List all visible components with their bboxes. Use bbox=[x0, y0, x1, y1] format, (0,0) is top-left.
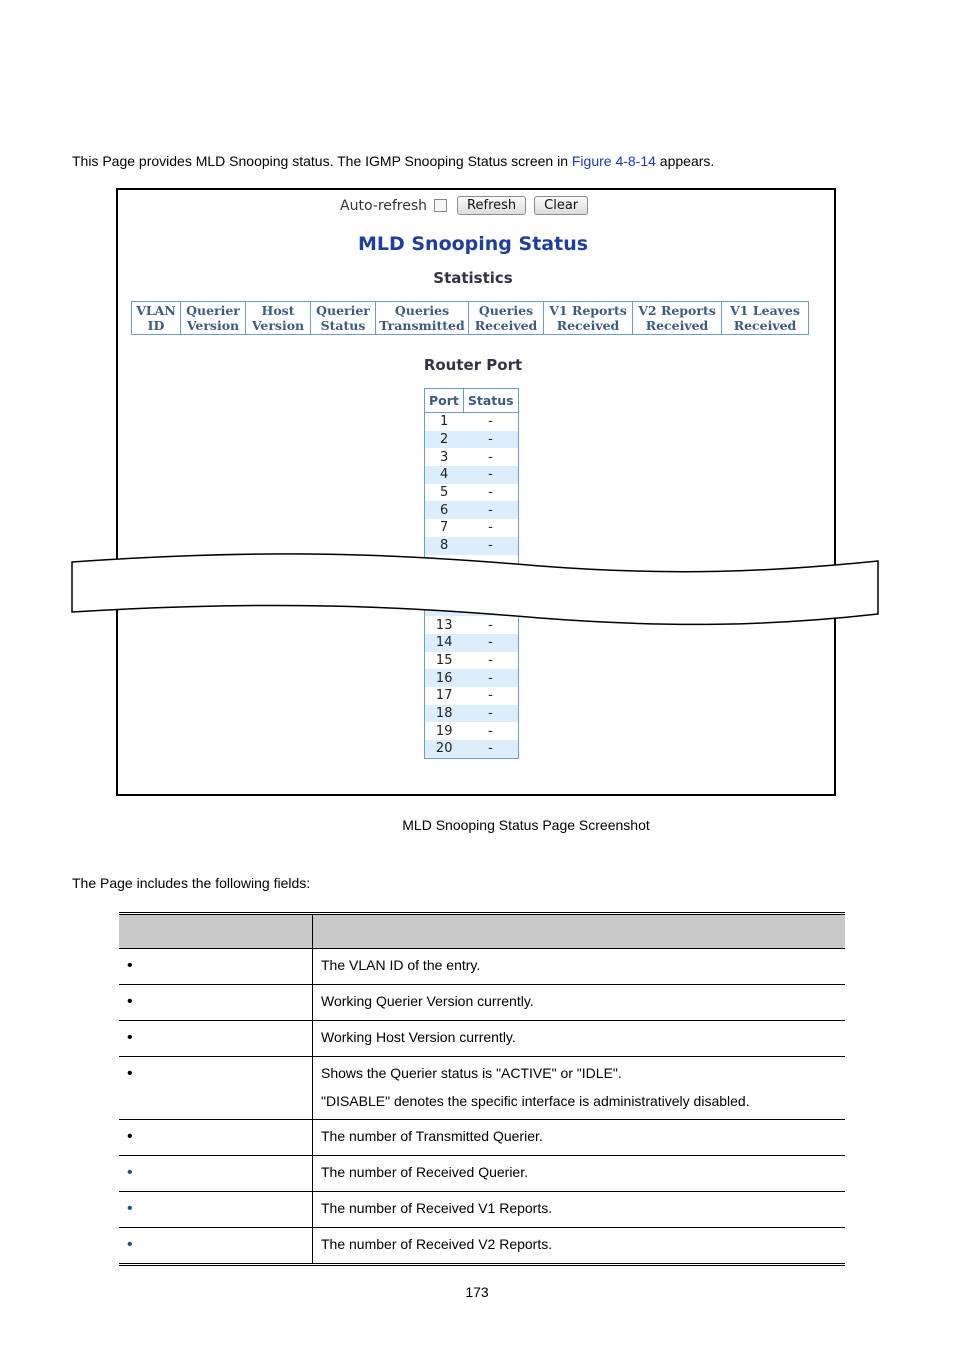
port-number: 13 bbox=[435, 617, 453, 633]
bullet: • bbox=[127, 1236, 133, 1253]
stats-column-header bbox=[246, 302, 311, 335]
stats-header-line: Querier bbox=[186, 303, 240, 318]
toolbar bbox=[340, 196, 596, 215]
port-number: 19 bbox=[435, 723, 453, 739]
port-row bbox=[425, 431, 519, 449]
port-status: - bbox=[488, 723, 493, 739]
field-description-cell bbox=[313, 1057, 846, 1120]
description-line: The number of Received Querier. bbox=[321, 1164, 528, 1180]
port-number: 3 bbox=[440, 449, 449, 465]
port-row bbox=[425, 413, 519, 431]
field-description-cell bbox=[313, 1192, 846, 1228]
port-row bbox=[425, 484, 519, 502]
port-status: - bbox=[463, 431, 518, 449]
port-status: - bbox=[463, 740, 518, 758]
port-status: - bbox=[488, 485, 493, 501]
object-column-header bbox=[119, 914, 313, 949]
port-number: 18 bbox=[425, 705, 464, 723]
port-status: - bbox=[463, 705, 518, 723]
description-line: The number of Transmitted Querier. bbox=[321, 1128, 543, 1144]
field-object-cell bbox=[119, 1120, 313, 1156]
statistics-heading: Statistics bbox=[433, 269, 513, 287]
port-number: 1 bbox=[440, 414, 449, 430]
stats-column-header bbox=[132, 302, 181, 335]
page-title: MLD Snooping Status bbox=[357, 233, 589, 255]
bullet: • bbox=[127, 1200, 133, 1217]
field-row bbox=[119, 1228, 845, 1265]
stats-column-header bbox=[181, 302, 246, 335]
field-row bbox=[119, 985, 845, 1021]
stats-header-line: Received bbox=[556, 318, 620, 333]
router-port-heading: Router Port bbox=[423, 356, 523, 374]
stats-header-line: Status bbox=[320, 318, 366, 333]
description-column-header bbox=[313, 914, 846, 949]
stats-column-header bbox=[633, 302, 722, 335]
port-row bbox=[425, 687, 519, 705]
stats-column-header bbox=[544, 302, 633, 335]
field-description-cell bbox=[313, 1228, 846, 1265]
port-row bbox=[425, 634, 519, 652]
description-line: The number of Received V1 Reports. bbox=[321, 1200, 553, 1216]
mld-snooping-screenshot bbox=[116, 188, 836, 796]
port-status: - bbox=[488, 520, 493, 536]
stats-header-line: Version bbox=[186, 318, 240, 333]
field-object-cell bbox=[119, 949, 313, 985]
description-line: The number of Received V2 Reports. bbox=[321, 1236, 553, 1252]
bullet: • bbox=[127, 1128, 133, 1145]
bullet: • bbox=[127, 957, 133, 974]
port-number: 7 bbox=[440, 520, 449, 536]
port-number: 14 bbox=[425, 634, 464, 652]
description-line: "DISABLE" denotes the specific interface is administratively disabled. bbox=[321, 1093, 750, 1109]
port-row bbox=[425, 448, 519, 466]
fields-intro: The Page includes the following fields: bbox=[72, 875, 311, 891]
field-description-cell bbox=[313, 1021, 846, 1057]
statistics-table bbox=[131, 301, 809, 335]
bullet: • bbox=[127, 1065, 133, 1082]
auto-refresh-checkbox[interactable] bbox=[434, 199, 447, 212]
port-number: 8 bbox=[425, 537, 464, 555]
figure-caption: MLD Snooping Status Page Screenshot bbox=[402, 817, 650, 833]
field-description-cell bbox=[313, 1156, 846, 1192]
stats-header-line: Querier bbox=[316, 303, 370, 318]
port-status: - bbox=[463, 537, 518, 555]
field-object-cell bbox=[119, 985, 313, 1021]
bullet: • bbox=[127, 1029, 133, 1046]
description-line: Working Querier Version currently. bbox=[321, 993, 534, 1009]
stats-column-header bbox=[469, 302, 544, 335]
port-status: - bbox=[463, 669, 518, 687]
stats-header-line: Transmitted bbox=[379, 318, 465, 333]
field-object-cell bbox=[119, 1057, 313, 1120]
stats-header-line: Queries bbox=[394, 303, 450, 318]
page-break-tear bbox=[70, 546, 882, 626]
port-row bbox=[425, 740, 519, 758]
port-number: 17 bbox=[435, 688, 453, 704]
stats-header-line: Received bbox=[645, 318, 709, 333]
stats-header-line: V1 Leaves bbox=[730, 303, 800, 318]
field-object-cell bbox=[119, 1192, 313, 1228]
auto-refresh-label: Auto-refresh bbox=[340, 197, 428, 214]
port-number: 5 bbox=[440, 485, 449, 501]
field-row bbox=[119, 1192, 845, 1228]
port-row bbox=[425, 722, 519, 740]
port-number: 15 bbox=[435, 652, 453, 668]
port-row bbox=[425, 652, 519, 670]
field-object-cell bbox=[119, 1021, 313, 1057]
stats-header-line: V2 Reports bbox=[638, 303, 716, 318]
stats-header-line: Received bbox=[733, 318, 797, 333]
description-line: Shows the Querier status is "ACTIVE" or "IDLE". bbox=[321, 1065, 622, 1081]
field-object-cell bbox=[119, 1228, 313, 1265]
intro-text: This Page provides MLD Snooping status. The IGMP Snooping Status screen in bbox=[72, 153, 572, 169]
stats-header-line: VLAN bbox=[136, 303, 176, 318]
port-number: 4 bbox=[425, 466, 464, 484]
field-row bbox=[119, 1156, 845, 1192]
port-row bbox=[425, 519, 519, 537]
bullet: • bbox=[127, 1164, 133, 1181]
refresh-button[interactable]: Refresh bbox=[457, 196, 526, 215]
description-line: The VLAN ID of the entry. bbox=[321, 957, 481, 973]
port-status: - bbox=[463, 501, 518, 519]
intro-text-end: appears. bbox=[655, 153, 715, 169]
port-number: 6 bbox=[425, 501, 464, 519]
stats-column-header bbox=[722, 302, 809, 335]
stats-header-line: V1 Reports bbox=[549, 303, 627, 318]
stats-header-line: Queries bbox=[478, 303, 534, 318]
port-number: 16 bbox=[425, 669, 464, 687]
field-description-cell bbox=[313, 1120, 846, 1156]
port-column-header: Port bbox=[425, 389, 464, 413]
stats-column-header bbox=[311, 302, 376, 335]
port-status: - bbox=[488, 617, 493, 633]
field-row bbox=[119, 949, 845, 985]
port-status: - bbox=[463, 634, 518, 652]
stats-header-line: Version bbox=[251, 318, 305, 333]
bullet: • bbox=[127, 993, 133, 1010]
port-row bbox=[425, 466, 519, 484]
clear-button[interactable]: Clear bbox=[534, 196, 588, 215]
field-row bbox=[119, 1057, 845, 1120]
status-column-header: Status bbox=[463, 389, 518, 413]
port-status: - bbox=[488, 449, 493, 465]
port-status: - bbox=[488, 688, 493, 704]
field-description-cell bbox=[313, 985, 846, 1021]
port-status: - bbox=[488, 652, 493, 668]
intro-paragraph bbox=[72, 153, 714, 169]
field-description-cell bbox=[313, 949, 846, 985]
port-row bbox=[425, 501, 519, 519]
stats-column-header bbox=[376, 302, 469, 335]
stats-header-line: Received bbox=[474, 318, 538, 333]
port-number: 20 bbox=[425, 740, 464, 758]
port-row bbox=[425, 705, 519, 723]
stats-header-line: ID bbox=[147, 318, 165, 333]
description-line: Working Host Version currently. bbox=[321, 1029, 516, 1045]
fields-table bbox=[119, 912, 845, 1266]
page-number: 173 bbox=[465, 1284, 489, 1300]
field-row bbox=[119, 1120, 845, 1156]
port-status: - bbox=[488, 414, 493, 430]
port-row bbox=[425, 669, 519, 687]
figure-link[interactable]: Figure 4-8-14 bbox=[571, 153, 656, 169]
port-number: 2 bbox=[425, 431, 464, 449]
port-status: - bbox=[463, 466, 518, 484]
field-object-cell bbox=[119, 1156, 313, 1192]
stats-header-line: Host bbox=[261, 303, 295, 318]
field-row bbox=[119, 1021, 845, 1057]
